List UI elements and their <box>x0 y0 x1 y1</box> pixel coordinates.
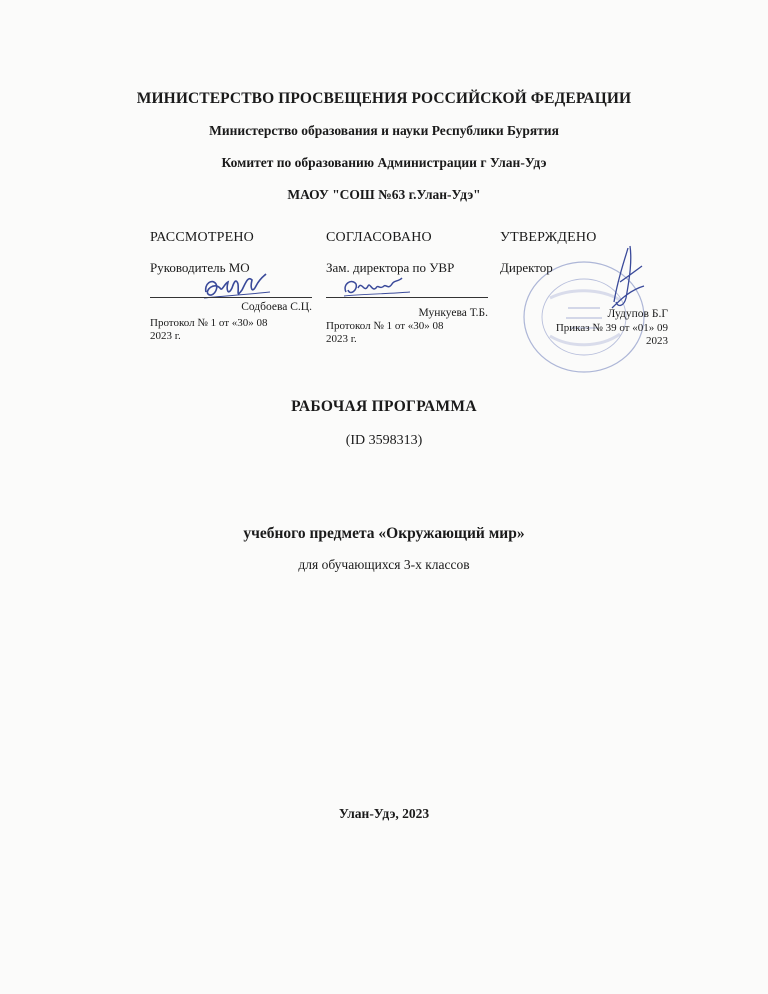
signatory-name: Лудупов Б.Г <box>607 308 668 320</box>
subject-title: учебного предмета «Окружающий мир» <box>243 525 525 542</box>
protocol-year: 2023 г. <box>150 330 181 342</box>
approval-role: Зам. директора по УВР <box>326 260 455 275</box>
city-year: Улан-Удэ, 2023 <box>338 806 430 821</box>
signature-line <box>326 297 488 298</box>
approval-title: СОГЛАСОВАНО <box>326 230 432 245</box>
approval-title: РАССМОТРЕНО <box>150 230 254 245</box>
order-text <box>556 322 668 348</box>
protocol-text <box>150 317 268 343</box>
approval-block-reviewed <box>150 230 312 342</box>
protocol-text <box>326 320 444 346</box>
approval-block-approved <box>500 230 668 347</box>
document-id: (ID 3598313) <box>345 433 423 448</box>
approval-role: Директор <box>500 260 553 275</box>
protocol-line: Протокол № 1 от «30» 08 <box>150 317 268 329</box>
approval-title: УТВЕРЖДЕНО <box>500 230 597 245</box>
audience-text: для обучающихся 3-х классов <box>298 557 470 572</box>
document-title: РАБОЧАЯ ПРОГРАММА <box>291 398 477 415</box>
school-heading: МАОУ "СОШ №63 г.Улан-Удэ" <box>287 187 481 202</box>
signature-image <box>202 270 272 304</box>
signatory-name: Содбоева С.Ц. <box>241 301 312 313</box>
signature-line <box>150 297 312 298</box>
protocol-line: Протокол № 1 от «30» 08 <box>326 320 444 332</box>
order-year: 2023 <box>646 335 668 347</box>
protocol-year: 2023 г. <box>326 333 357 345</box>
ministry-heading: МИНИСТЕРСТВО ПРОСВЕЩЕНИЯ РОССИЙСКОЙ ФЕДЕРАЦИИ <box>136 90 632 107</box>
order-line: Приказ № 39 от «01» 09 <box>555 322 668 334</box>
committee-heading: Комитет по образованию Администрации г Улан-Удэ <box>221 155 547 170</box>
regional-ministry-heading: Министерство образования и науки Республики Бурятия <box>209 123 559 138</box>
approval-block-agreed <box>326 230 488 345</box>
signature-image <box>604 242 650 314</box>
approval-role: Руководитель МО <box>150 260 250 275</box>
signatory-name: Мункуева Т.Б. <box>418 307 488 319</box>
